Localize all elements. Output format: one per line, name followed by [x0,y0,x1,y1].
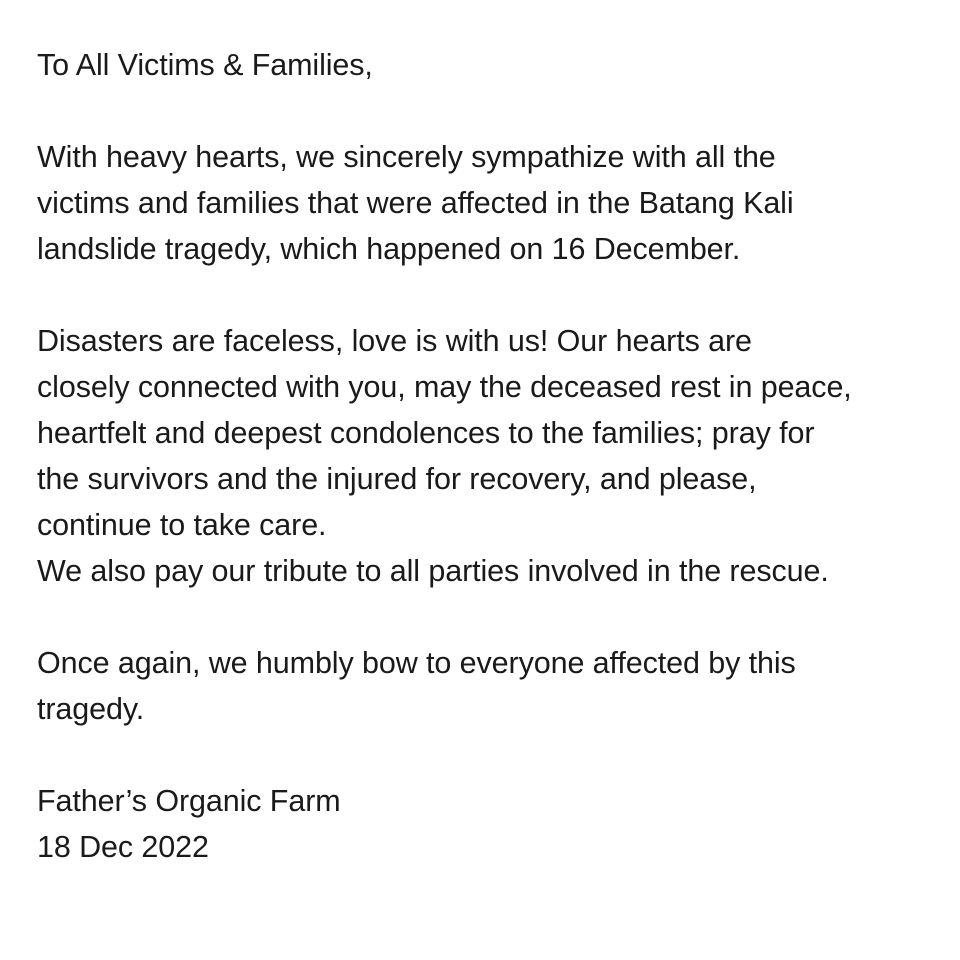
text-line: victims and families that were affected in the Batang Kali [37,186,794,220]
condolence-letter [37,42,937,870]
text-line: heartfelt and deepest condolences to the families; pray for [37,416,815,450]
text-line: Once again, we humbly bow to everyone affected by this [37,646,796,680]
text-line: the survivors and the injured for recovery, and please, [37,462,757,496]
paragraph-sympathy [37,134,937,272]
text-line: Disasters are faceless, love is with us! Our hearts are [37,324,752,358]
paragraph-gap [37,88,937,134]
paragraph-gap [37,594,937,640]
signature: Father’s Organic Farm [37,784,341,818]
letter-date: 18 Dec 2022 [37,830,209,864]
paragraph-closing [37,640,937,732]
paragraph-gap [37,272,937,318]
salutation: To All Victims & Families, [37,48,373,82]
text-line: closely connected with you, may the deceased rest in peace, [37,370,852,404]
text-line: landslide tragedy, which happened on 16 December. [37,232,741,266]
text-line: continue to take care. [37,508,327,542]
paragraph-condolences [37,318,937,594]
text-line: With heavy hearts, we sincerely sympathize with all the [37,140,776,174]
paragraph-gap [37,732,937,778]
text-line: tragedy. [37,692,145,726]
text-line: We also pay our tribute to all parties involved in the rescue. [37,554,829,588]
